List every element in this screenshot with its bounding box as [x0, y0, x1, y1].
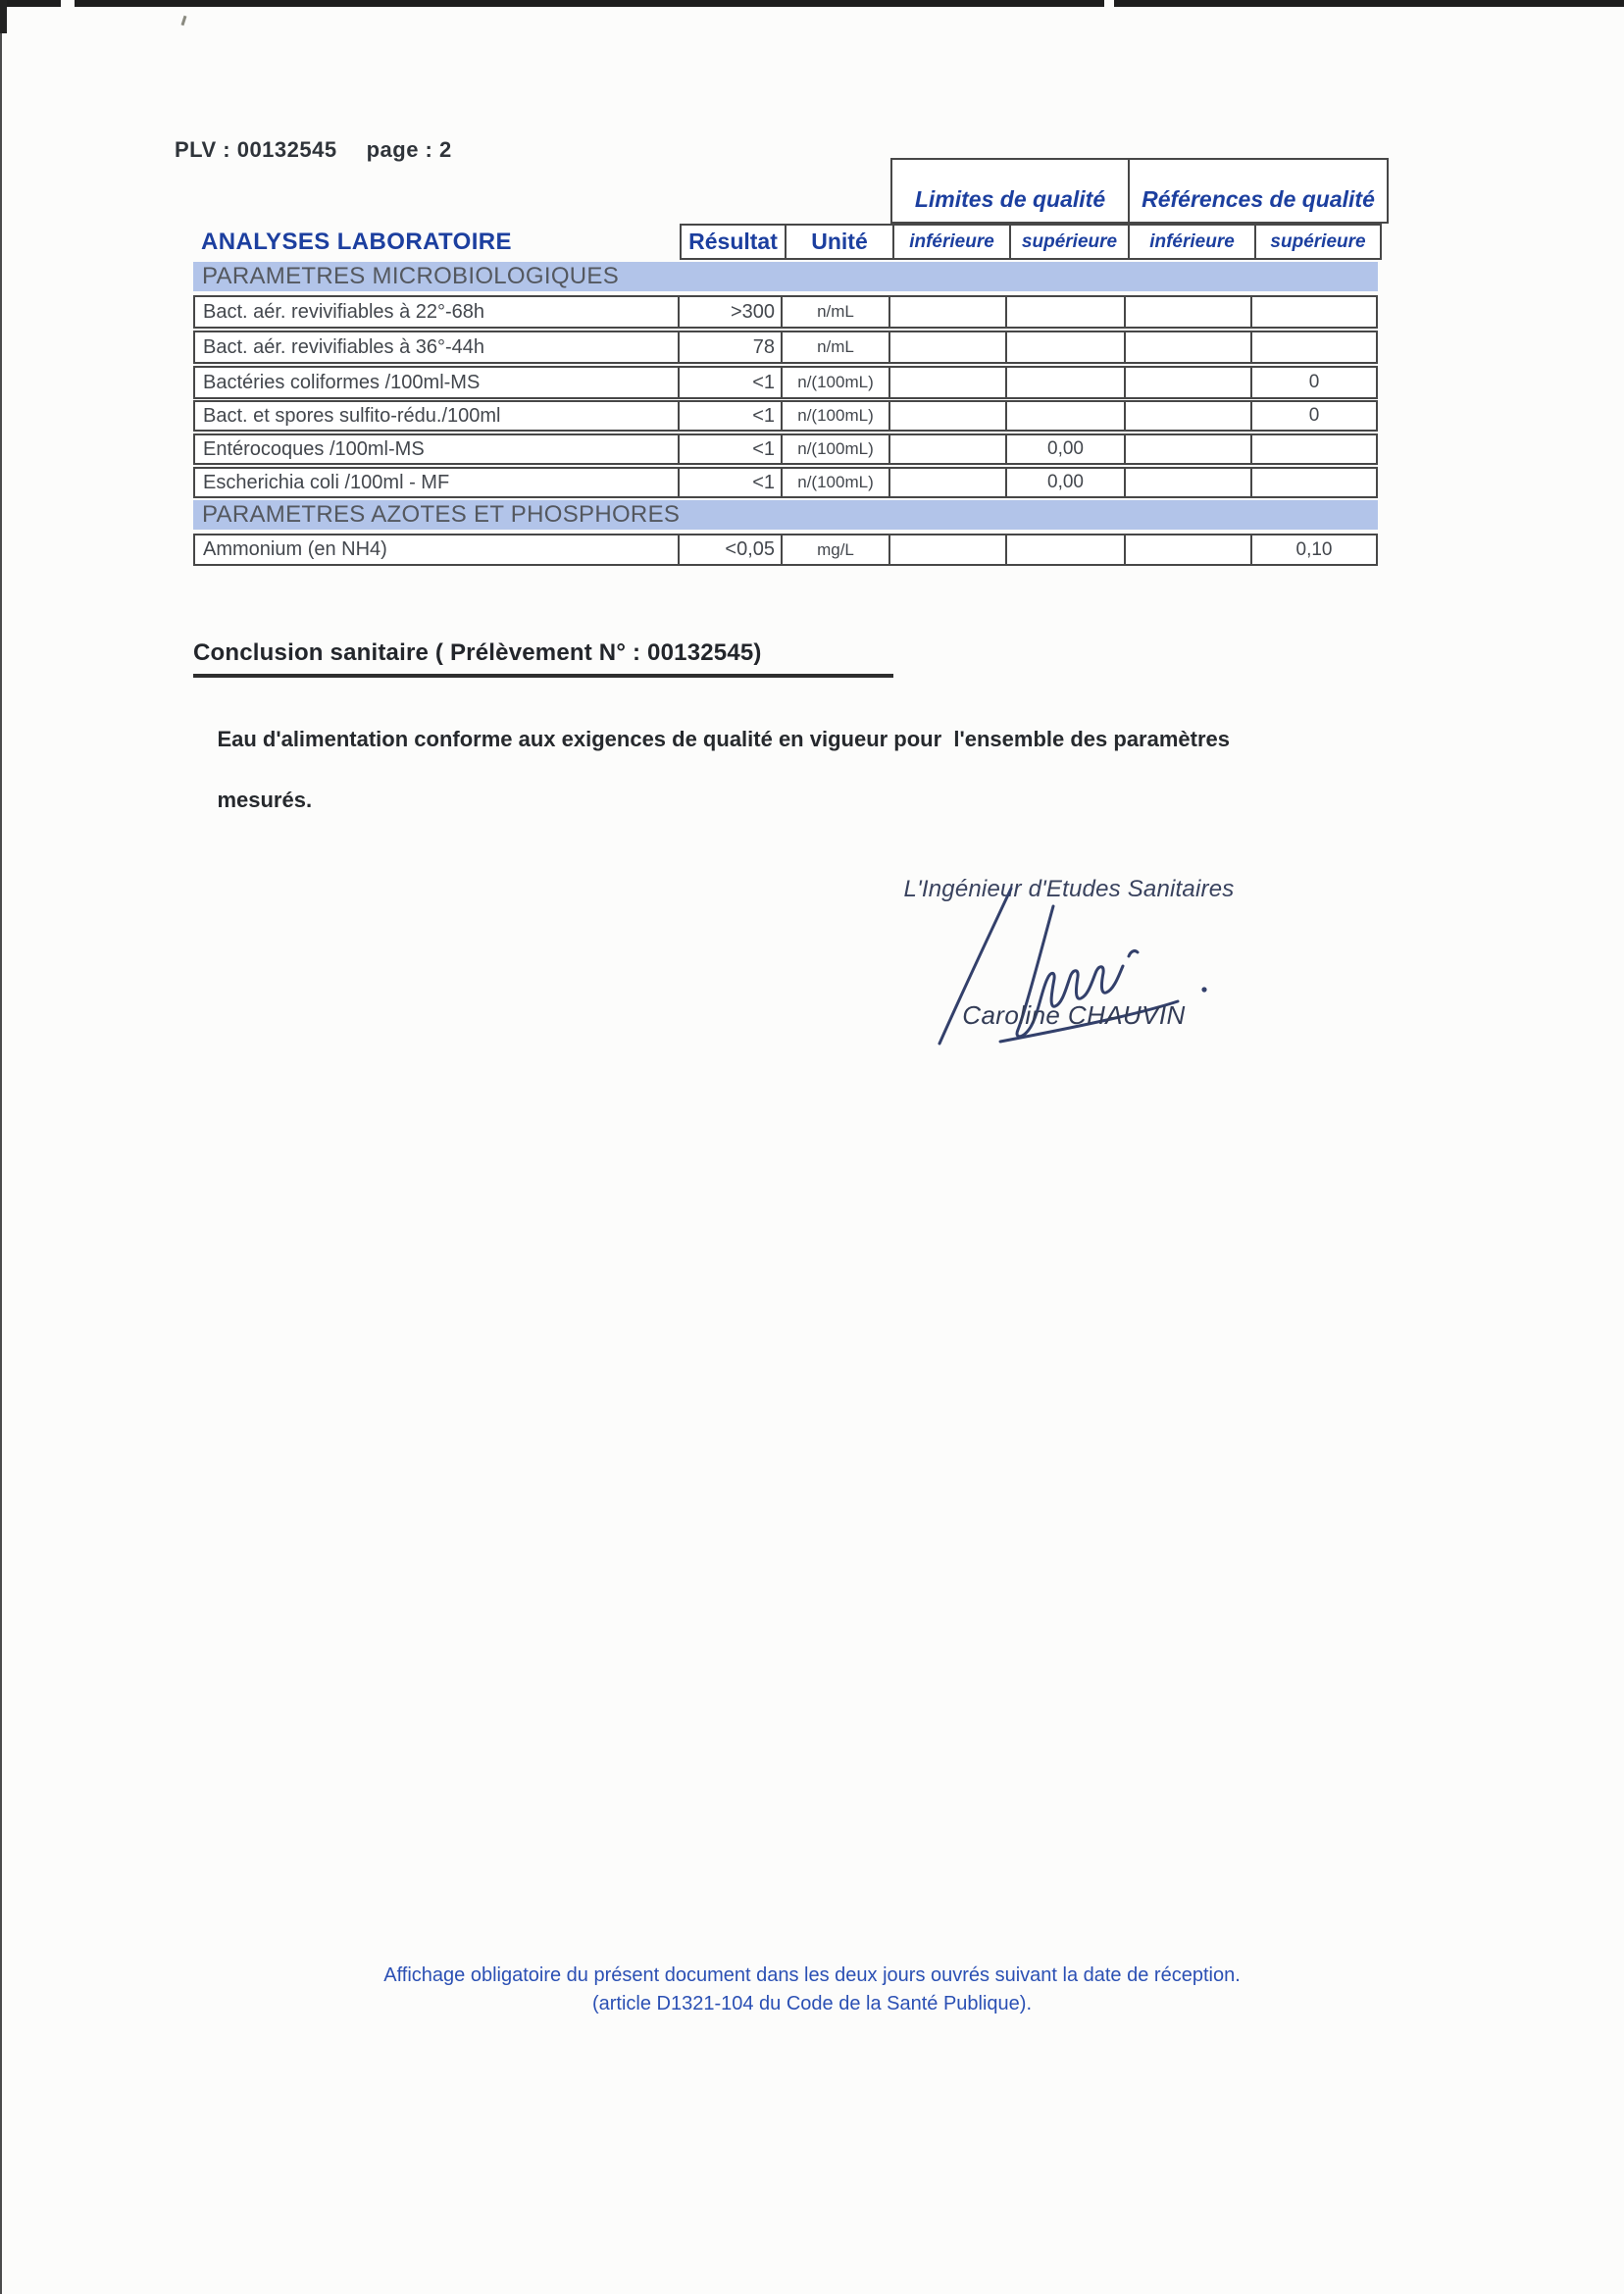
group-header-references: Références de qualité	[1128, 160, 1387, 222]
footer-line-1: Affichage obligatoire du présent document dans les deux jours ouvrés suivant la date de réception.	[383, 1964, 1241, 1986]
column-header-unite: Unité	[785, 226, 892, 258]
conclusion-line-2: mesurés.	[217, 788, 313, 812]
cell-unite: n/(100mL)	[781, 469, 888, 496]
cell-unite: n/(100mL)	[781, 368, 888, 397]
conclusion-heading: Conclusion sanitaire ( Prélèvement N° : 00132545)	[193, 639, 893, 678]
cell-reference-inferieure	[1124, 402, 1250, 430]
parameter-name: Bact. et spores sulfito-rédu./100ml	[203, 404, 501, 427]
scan-artifact-notch	[61, 0, 75, 7]
cell-unite: n/mL	[781, 297, 888, 327]
cell-reference-inferieure	[1124, 435, 1250, 463]
cell-resultat: <1	[678, 368, 781, 397]
parameter-name: Ammonium (en NH4)	[203, 538, 387, 560]
column-header-references-inferieure: inférieure	[1128, 226, 1254, 258]
footer-notice	[0, 1962, 1624, 2018]
cell-resultat: <1	[678, 402, 781, 430]
cell-unite: mg/L	[781, 535, 888, 564]
cell-unite: n/mL	[781, 332, 888, 362]
table-row	[193, 400, 1378, 432]
table-row	[193, 433, 1378, 465]
scan-artifact-corner	[0, 0, 7, 33]
parameter-name: Entérocoques /100ml-MS	[203, 437, 425, 460]
page-number: page : 2	[366, 137, 452, 162]
cell-reference-inferieure	[1124, 469, 1250, 496]
column-header-limites-superieure: supérieure	[1009, 226, 1128, 258]
column-header-limites-inferieure: inférieure	[892, 226, 1009, 258]
cell-resultat: <0,05	[678, 535, 781, 564]
parameter-name: Bact. aér. revivifiables à 36°-44h	[203, 335, 485, 358]
cell-limite-inferieure	[888, 535, 1005, 564]
cell-limite-superieure	[1005, 368, 1124, 397]
cell-reference-inferieure	[1124, 297, 1250, 327]
column-header-resultat: Résultat	[688, 229, 778, 254]
cell-limite-inferieure	[888, 368, 1005, 397]
scan-artifact-speck	[181, 16, 187, 25]
document-reference-line	[175, 137, 452, 163]
cell-reference-inferieure	[1124, 332, 1250, 362]
cell-limite-superieure	[1005, 402, 1124, 430]
scan-artifact-left-edge	[0, 0, 2, 2294]
parameter-name: Bactéries coliformes /100ml-MS	[203, 371, 481, 393]
cell-limite-inferieure	[888, 435, 1005, 463]
cell-limite-superieure	[1005, 297, 1124, 327]
cell-reference-superieure	[1250, 332, 1376, 362]
conclusion-text	[193, 693, 1370, 845]
cell-reference-inferieure	[1124, 368, 1250, 397]
column-header-references-superieure: supérieure	[1254, 226, 1380, 258]
cell-limite-inferieure	[888, 469, 1005, 496]
scan-artifact-notch	[1104, 0, 1114, 7]
cell-limite-inferieure	[888, 402, 1005, 430]
plv-number: PLV : 00132545	[175, 137, 337, 162]
footer-line-2: (article D1321-104 du Code de la Santé Publique).	[591, 1993, 1033, 2014]
table-row	[193, 467, 1378, 498]
cell-reference-superieure	[1250, 435, 1376, 463]
cell-reference-superieure: 0	[1250, 368, 1376, 397]
signer-title: L'Ingénieur d'Etudes Sanitaires	[903, 876, 1235, 902]
table-row	[193, 534, 1378, 566]
cell-unite: n/(100mL)	[781, 435, 888, 463]
cell-resultat: <1	[678, 435, 781, 463]
table-title: ANALYSES LABORATOIRE	[201, 229, 512, 255]
cell-limite-superieure	[1005, 535, 1124, 564]
cell-limite-superieure: 0,00	[1005, 435, 1124, 463]
table-column-headers	[680, 224, 1382, 260]
cell-reference-superieure: 0,10	[1250, 535, 1376, 564]
cell-reference-superieure	[1250, 469, 1376, 496]
section-header-microbiologiques: PARAMETRES MICROBIOLOGIQUES	[193, 262, 1378, 291]
cell-unite: n/(100mL)	[781, 402, 888, 430]
cell-limite-inferieure	[888, 297, 1005, 327]
signer-name: Caroline CHAUVIN	[962, 1000, 1186, 1030]
cell-resultat: 78	[678, 332, 781, 362]
section-header-azotes-phosphores: PARAMETRES AZOTES ET PHOSPHORES	[193, 500, 1378, 530]
parameter-name: Escherichia coli /100ml - MF	[203, 471, 450, 493]
table-row	[193, 295, 1378, 329]
table-row	[193, 366, 1378, 399]
table-group-header	[890, 158, 1389, 224]
table-row	[193, 331, 1378, 364]
cell-reference-inferieure	[1124, 535, 1250, 564]
parameter-name: Bact. aér. revivifiables à 22°-68h	[203, 300, 485, 323]
cell-limite-inferieure	[888, 332, 1005, 362]
cell-reference-superieure: 0	[1250, 402, 1376, 430]
conclusion-line-1: Eau d'alimentation conforme aux exigences de qualité en vigueur pour l'ensemble des paramètres	[217, 727, 1231, 751]
group-header-limites: Limites de qualité	[914, 186, 1106, 212]
scan-artifact-top-edge	[0, 0, 1624, 7]
cell-limite-superieure: 0,00	[1005, 469, 1124, 496]
cell-resultat: <1	[678, 469, 781, 496]
cell-limite-superieure	[1005, 332, 1124, 362]
cell-reference-superieure	[1250, 297, 1376, 327]
cell-resultat: >300	[678, 297, 781, 327]
